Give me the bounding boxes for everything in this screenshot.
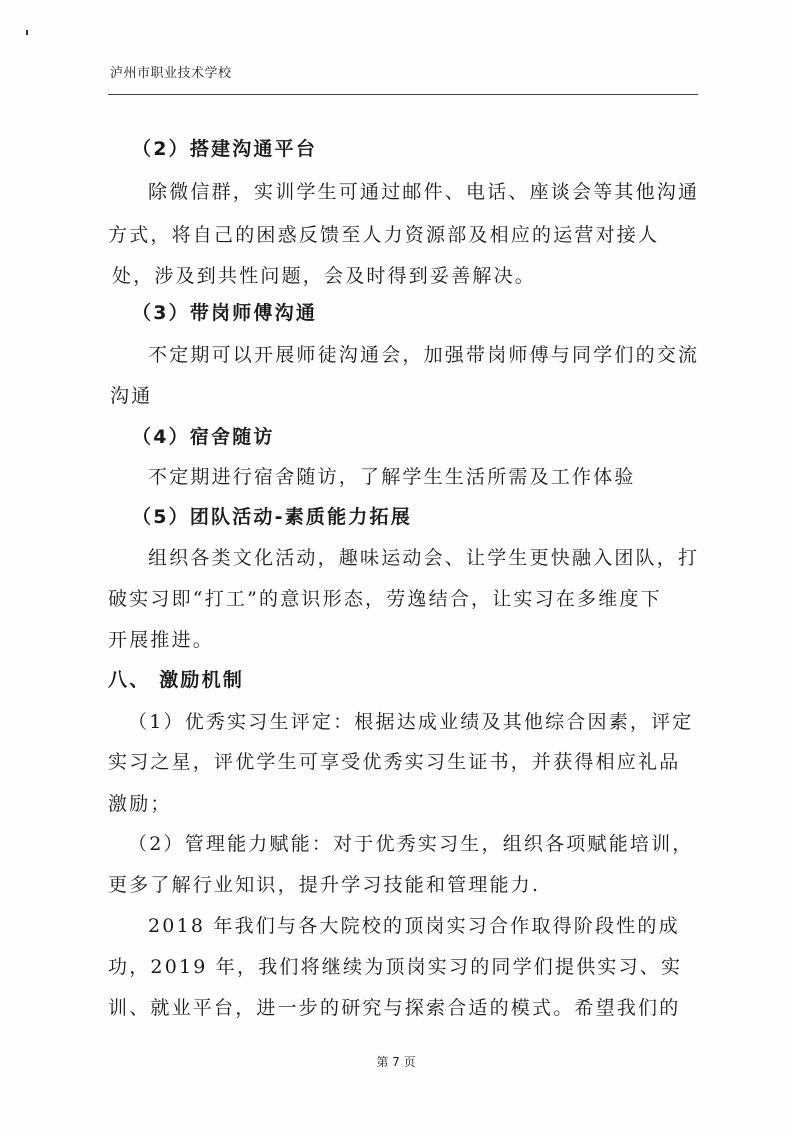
page-header-school-name: 泸州市职业技术学校 [110, 66, 232, 81]
paragraph-line: 训、就业平台，进一步的研究与探索合适的模式。希望我们的 [108, 997, 681, 1019]
paragraph-line: 沟通 [110, 385, 153, 407]
paragraph-line: 破实习即“打工”的意识形态，劳逸结合，让实习在多维度下 [108, 588, 662, 610]
section-heading-2: （2）搭建沟通平台 [132, 138, 318, 160]
paragraph-line: （2）管理能力赋能：对于优秀实习生，组织各项赋能培训， [128, 833, 694, 855]
paragraph-line: 更多了解行业知识，提升学习技能和管理能力. [108, 874, 541, 896]
paragraph-line: 2018 年我们与各大院校的顶岗实习合作取得阶段性的成 [148, 915, 680, 937]
paragraph-line: 除微信群，实训学生可通过邮件、电话、座谈会等其他沟通 [148, 181, 700, 203]
paragraph-line: 不定期进行宿舍随访，了解学生生活所需及工作体验 [148, 466, 636, 488]
scan-mark [26, 30, 28, 35]
paragraph-line: 处，涉及到共性问题，会及时得到妥善解决。 [112, 265, 537, 287]
paragraph-line: （1）优秀实习生评定：根据达成业绩及其他综合因素，评定 [128, 711, 694, 733]
paragraph-line: 实习之星，评优学生可享受优秀实习生证书，并获得相应礼品 [108, 751, 681, 773]
paragraph-line: 功，2019 年，我们将继续为顶岗实习的同学们提供实习、实 [108, 956, 683, 978]
section-heading-8: 八、 激励机制 [108, 669, 245, 691]
page-number: 第 7 页 [376, 1055, 416, 1069]
header-divider [108, 94, 698, 95]
paragraph-line: 激励； [108, 793, 172, 815]
section-heading-3: （3）带岗师傅沟通 [132, 302, 318, 324]
paragraph-line: 组织各类文化活动，趣味运动会、让学生更快融入团队，打 [148, 547, 700, 569]
paragraph-line: 不定期可以开展师徒沟通会，加强带岗师傅与同学们的交流 [148, 344, 700, 366]
section-heading-5: （5）团队活动-素质能力拓展 [132, 506, 412, 528]
section-heading-4: （4）宿舍随访 [132, 426, 275, 448]
paragraph-line: 开展推进。 [108, 629, 215, 651]
paragraph-line: 方式，将自己的困惑反馈至人力资源部及相应的运营对接人 [108, 224, 660, 246]
